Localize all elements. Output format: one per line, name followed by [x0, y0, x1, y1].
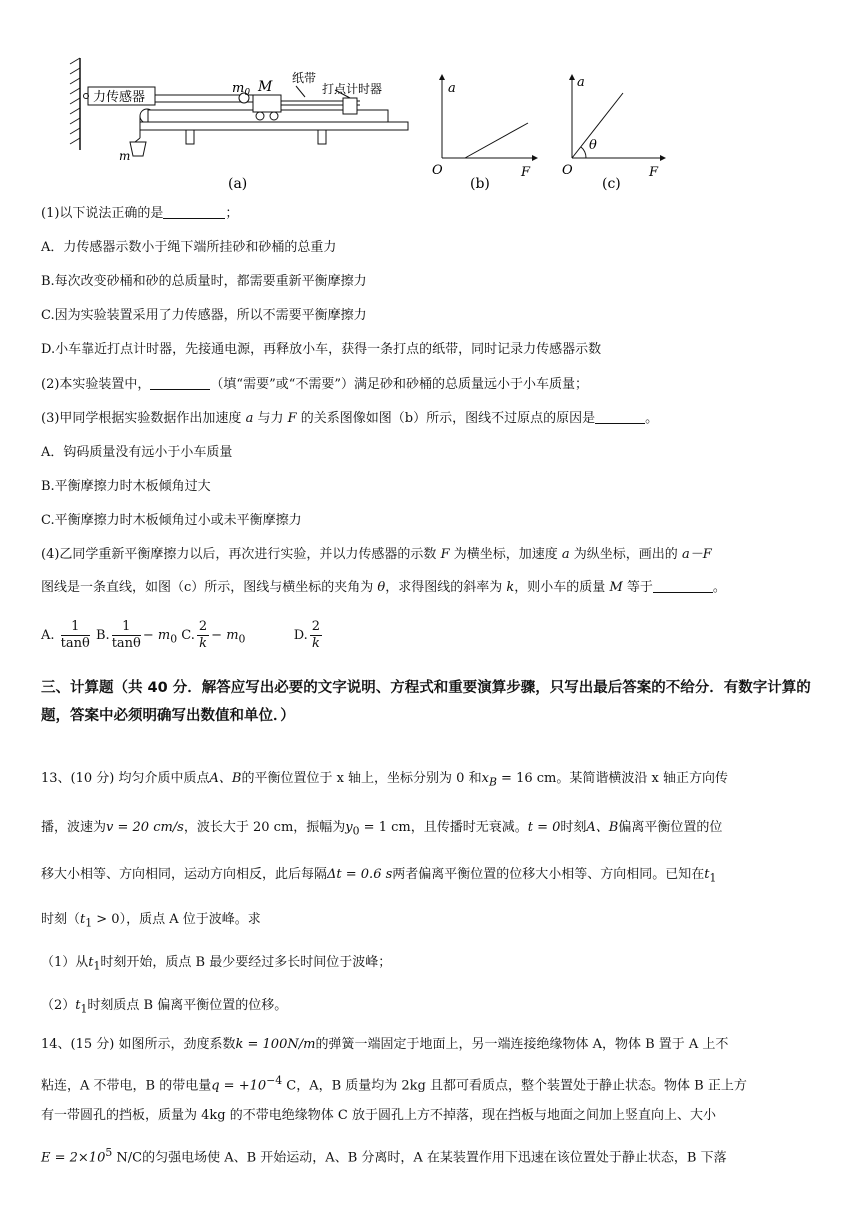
q12-part4-line1: (4)乙同学重新平衡摩擦力以后，再次进行实验，并以力传感器的示数 F 为横坐标，加速度 a 为纵坐标，画出的 a－F: [41, 547, 712, 562]
timer-label: 打点计时器: [322, 82, 383, 96]
q12-option-b: B.每次改变砂桶和砂的总质量时，都需要重新平衡摩擦力: [41, 274, 367, 289]
graph-c-line: [572, 93, 623, 158]
experiment-figure: [60, 50, 680, 200]
q12-p3-option-a: A．钩码质量没有远小于小车质量: [41, 445, 233, 460]
q12-part2: (2)本实验装置中， （填“需要”或“不需要”）满足砂和砂桶的总质量远小于小车质量；: [41, 377, 589, 392]
wall-hatch: [70, 58, 80, 144]
q13-line1: 13、(10 分) 均匀介质中质点A、B的平衡位置位于 x 轴上，坐标分别为 0 和$x_B = 16$ cm。某简谐横波沿 x 轴正方向传: [41, 771, 728, 789]
figure-svg: [60, 50, 680, 200]
sensor-label: 力传感器: [93, 90, 146, 105]
q12-option-d: D.小车靠近打点计时器，先接通电源，再释放小车，获得一条打点的纸带，同时记录力传感器示数: [41, 342, 602, 357]
graph-b-O: O: [432, 163, 443, 178]
q13-sub2: $(2)t_1$时刻质点 B 偏离平衡位置的位移。: [41, 998, 288, 1016]
graph-c-O: O: [562, 163, 573, 178]
section-3-heading: 三、计算题（共 40 分．解答应写出必要的文字说明、方程式和重要演算步骤，只写出最后答案的不给分．有数字计算的题，答案中必须明确写出数值和单位．）: [41, 680, 811, 724]
q12-p3-option-b: B.平衡摩擦力时木板倾角过大: [41, 479, 211, 494]
theta-label: θ: [589, 138, 597, 153]
label-a: (a): [228, 176, 248, 192]
q14-line2: 粘连，A 不带电，B 的带电量$q = +10^{-4}$ C，A，B 质量均为 2kg 且都可看质点，整个装置处于静止状态。物体 B 正上方: [41, 1074, 747, 1094]
q12-part3: (3)甲同学根据实验数据作出加速度 a 与力 F 的关系图像如图（b）所示，图线不过原点的原因是 。: [41, 411, 659, 426]
sand-bucket: [130, 142, 146, 156]
q14-line1: 14、(15 分) 如图所示，劲度系数k = 100N/m的弹簧一端固定于地面上，另一端连接绝缘物体 A，物体 B 置于 A 上不: [41, 1037, 729, 1052]
q13-line4: 时刻$(t_1 > 0)$，质点 A 位于波峰。求: [41, 912, 261, 930]
q13-sub1: （1）从$t_1$时刻开始，质点 B 最少要经过多长时间位于波峰；: [41, 955, 392, 973]
tape-label: 纸带: [292, 71, 317, 85]
q12-part4-options: A. $\frac{1}{\tan\theta}$ B. $\frac{1}{\tan\theta}$ − $m_0$ C. $\frac{2}{k}$ − $m_0$ D. $\frac{2}{k}$: [41, 619, 321, 651]
q12-part1: (1)以下说法正确的是 ；: [41, 206, 239, 221]
q12-p3-option-c: C.平衡摩擦力时木板倾角过小或未平衡摩擦力: [41, 513, 302, 528]
q12-part4-line2: 图线是一条直线，如图（c）所示，图线与横坐标的夹角为 θ，求得图线的斜率为 k，则小车的质量 M 等于 。: [41, 580, 726, 595]
M-label: M: [258, 79, 273, 95]
q12-option-c: C.因为实验装置采用了力传感器，所以不需要平衡摩擦力: [41, 308, 367, 323]
base-board: [140, 122, 408, 130]
m0-label: $m_0$: [232, 81, 251, 98]
label-b: (b): [470, 176, 490, 192]
m-label: m: [119, 149, 131, 163]
graph-b-F: F: [521, 165, 531, 180]
q13-line3: 移大小相等、方向相同，运动方向相反，此后每隔Δt = 0.6 s两者偏离平衡位置的位移大小相等、方向相同。已知在$t_1$: [41, 867, 717, 885]
timer-box: [343, 98, 357, 114]
q14-line4: $E = 2\times 10^5$ N/C的匀强电场使 A、B 开始运动，A、B 分离时，A 在某装置作用下迅速在该位置处于静止状态，B 下落: [41, 1146, 727, 1166]
q14-line3: 有一带圆孔的挡板，质量为 4kg 的不带电绝缘物体 C 放于圆孔上方不掉落，现在挡板与地面之间加上竖直向上、大小: [41, 1108, 716, 1123]
graph-c-F: F: [649, 165, 659, 180]
graph-c-a: a: [577, 75, 585, 90]
label-c: (c): [602, 176, 621, 192]
cart: [253, 95, 281, 112]
q12-option-a: A．力传感器示数小于绳下端所挂砂和砂桶的总重力: [41, 240, 337, 255]
graph-b-line: [465, 123, 528, 158]
graph-b-a: a: [448, 81, 456, 96]
q13-line2: 播，波速为v = 20 cm/s，波长大于 20 cm，振幅为$y_0 = 1$ cm，且传播时无衰减。t = 0时刻A、B偏离平衡位置的位: [41, 820, 723, 838]
